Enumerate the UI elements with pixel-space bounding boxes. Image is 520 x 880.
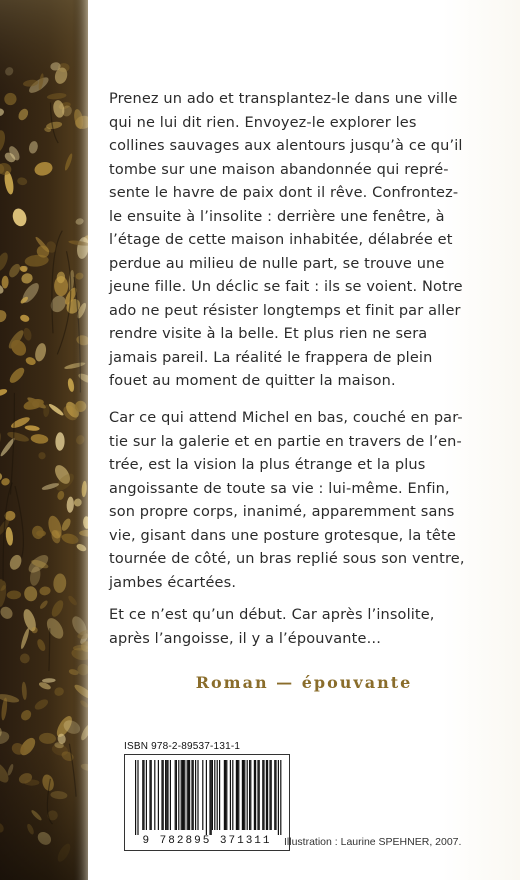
barcode-bar <box>146 760 147 830</box>
barcode-bar <box>219 760 220 830</box>
barcode <box>124 754 290 851</box>
barcode-bar <box>166 760 167 830</box>
barcode-bar <box>193 760 194 830</box>
back-cover-text-panel <box>88 0 520 880</box>
barcode-bars <box>125 755 289 835</box>
barcode-bar <box>142 760 143 830</box>
barcode-bar <box>236 760 237 830</box>
barcode-bar <box>247 760 248 830</box>
barcode-bar <box>280 760 281 835</box>
barcode-bar <box>232 760 233 830</box>
barcode-bar <box>209 760 210 835</box>
barcode-bar <box>154 760 155 830</box>
barcode-bar <box>176 760 177 830</box>
summary-paragraph-1: Prenez un ado et transplantez-le dans une ville qui ne lui dit rien. Envoyez-le explorer les collines sauvages aux alentours jusqu’à ce qu’il tombe sur une maison abandonnée qui repré- sente le havre de paix dont il rêve. Confrontez- le ensuite à l’insolite : derrière une fenêtre, à l’étage de cette maison inhabitée, délabrée et perdue au milieu de nulle part, se trouve une jeune fille. Un déclic se fait : ils se voient. Notre ado ne peut résister longtemps et finit par aller rendre visite à la belle. Et plus rien ne sera jamais pareil. La réalité le frappera de plein fouet au moment de quitter la maison. <box>109 91 463 389</box>
barcode-bar <box>226 760 227 830</box>
barcode-bar <box>267 760 268 830</box>
barcode-bar <box>266 760 267 830</box>
barcode-bar <box>250 760 251 830</box>
barcode-bar <box>262 760 263 830</box>
barcode-bar <box>263 760 264 830</box>
genre-label: Roman — épouvante <box>195 673 413 692</box>
barcode-bar <box>225 760 226 830</box>
barcode-bar <box>143 760 144 830</box>
barcode-bar <box>191 760 192 830</box>
barcode-bar <box>254 760 255 830</box>
barcode-bar <box>224 760 225 830</box>
barcode-bar <box>269 760 270 830</box>
illustration-credit: Illustration : Laurine SPEHNER, 2007. <box>284 836 462 848</box>
barcode-bar <box>275 760 276 830</box>
barcode-bar <box>211 760 212 835</box>
barcode-bar <box>230 760 231 830</box>
barcode-bar <box>163 760 164 830</box>
barcode-bar <box>187 760 188 830</box>
barcode-bar <box>189 760 190 830</box>
barcode-bar <box>217 760 218 830</box>
barcode-bar <box>202 760 203 830</box>
barcode-bar <box>151 760 152 830</box>
barcode-bar <box>244 760 245 830</box>
barcode-bar <box>158 760 159 830</box>
barcode-bar <box>242 760 243 830</box>
barcode-bar <box>259 760 260 830</box>
barcode-bar <box>237 760 238 830</box>
barcode-bar <box>257 760 258 830</box>
barcode-bar <box>195 760 196 830</box>
barcode-bar <box>188 760 189 830</box>
barcode-bar <box>206 760 207 835</box>
barcode-bar <box>161 760 162 830</box>
barcode-bar <box>255 760 256 830</box>
barcode-bar <box>278 760 279 835</box>
barcode-bar <box>184 760 185 830</box>
barcode-bar <box>182 760 183 830</box>
isbn-barcode-block <box>124 741 290 855</box>
summary-paragraph-2: Car ce qui attend Michel en bas, couché en par- tie sur la galerie et en partie en travers de l’en- trée, est la vision la plus étrange et la plus angoissante de toute sa vie : lui-même. Enfin, son propre corps, inanimé, apparemment sans vie, gisant dans une posture grotesque, la tête tournée de côté, un bras replié sous son ventre, jambes écartées. <box>109 410 465 591</box>
summary-paragraph-3: Et ce n’est qu’un début. Car après l’insolite, après l’angoisse, il y a l’épouvante… <box>109 607 435 647</box>
isbn-text: ISBN 978-2-89537-131-1 <box>124 741 241 752</box>
barcode-number: 9 782895 371311 <box>142 835 272 847</box>
barcode-bar <box>165 760 166 830</box>
barcode-bar <box>175 760 176 830</box>
barcode-bar <box>197 760 198 830</box>
barcode-bar <box>178 760 179 830</box>
barcode-bar <box>170 760 171 830</box>
barcode-bar <box>135 760 136 835</box>
barcode-bar <box>274 760 275 830</box>
barcode-bar <box>212 760 213 830</box>
barcode-bar <box>238 760 239 830</box>
barcode-bar <box>249 760 250 830</box>
foliage-artwork <box>0 0 88 880</box>
barcode-bar <box>149 760 150 830</box>
barcode-bar <box>137 760 138 835</box>
barcode-bar <box>214 760 215 830</box>
barcode-bar <box>243 760 244 830</box>
barcode-bar <box>167 760 168 830</box>
foliage-illustration <box>0 0 88 880</box>
barcode-bar <box>271 760 272 830</box>
barcode-bar <box>183 760 184 830</box>
barcode-bar <box>181 760 182 830</box>
